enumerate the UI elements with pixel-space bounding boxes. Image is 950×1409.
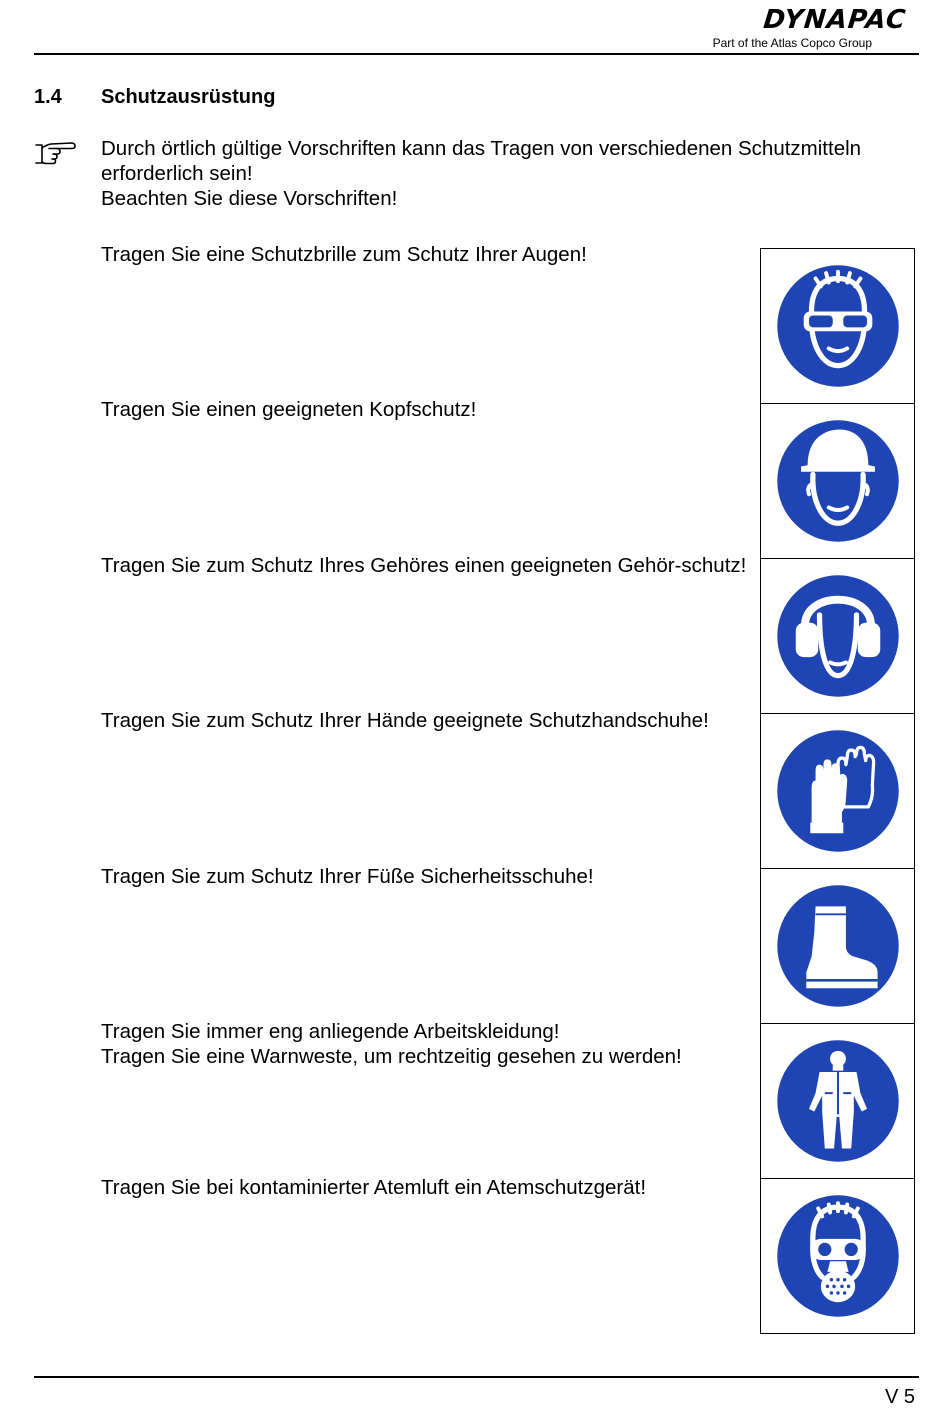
safety-boots-icon bbox=[772, 880, 904, 1012]
ear-protection-icon bbox=[772, 570, 904, 702]
footer-rule bbox=[34, 1376, 919, 1378]
section-title: Schutzausrüstung bbox=[101, 86, 276, 108]
instruction-text: Tragen Sie zum Schutz Ihres Gehöres einen geeigneten Gehör-schutz! bbox=[101, 554, 747, 577]
sign-cell-goggles bbox=[760, 248, 915, 404]
instruction-text: Tragen Sie einen geeigneten Kopfschutz! bbox=[101, 398, 477, 421]
logo-wordmark: DYNAPAC bbox=[762, 5, 908, 35]
instruction-text: Tragen Sie zum Schutz Ihrer Hände geeignete Schutzhandschuhe! bbox=[101, 709, 709, 732]
note-line-1: Durch örtlich gültige Vorschriften kann das Tragen von verschiedenen Schutzmitteln erforderlich sein! bbox=[101, 137, 862, 185]
safety-sign-column bbox=[760, 248, 915, 1334]
sign-cell-ear-protection bbox=[760, 558, 915, 714]
pointing-hand-icon bbox=[34, 140, 76, 166]
sign-cell-head-protection bbox=[760, 403, 915, 559]
respirator-icon bbox=[772, 1190, 904, 1322]
protective-clothing-icon bbox=[772, 1035, 904, 1167]
note-text bbox=[101, 136, 921, 211]
instruction-text: Tragen Sie zum Schutz Ihrer Füße Sicherheitsschuhe! bbox=[101, 865, 594, 888]
instruction-safety-boots bbox=[101, 864, 751, 889]
instruction-respirator bbox=[101, 1175, 751, 1200]
instruction-head-protection bbox=[101, 397, 751, 422]
sign-cell-protective-clothing bbox=[760, 1023, 915, 1179]
sign-cell-safety-boots bbox=[760, 868, 915, 1024]
instruction-gloves bbox=[101, 708, 761, 733]
page-number: V 5 bbox=[884, 1386, 915, 1408]
instruction-goggles bbox=[101, 242, 751, 267]
instruction-text: Tragen Sie eine Warnweste, um rechtzeitig gesehen zu werden! bbox=[101, 1045, 682, 1068]
header-rule bbox=[34, 53, 919, 55]
instruction-text: Tragen Sie immer eng anliegende Arbeitskleidung! bbox=[101, 1020, 560, 1043]
sign-cell-gloves bbox=[760, 713, 915, 869]
protective-gloves-icon bbox=[772, 725, 904, 857]
note-line-2: Beachten Sie diese Vorschriften! bbox=[101, 187, 398, 210]
dynapac-logo bbox=[684, 6, 906, 50]
instruction-text: Tragen Sie eine Schutzbrille zum Schutz Ihrer Augen! bbox=[101, 243, 587, 266]
head-protection-icon bbox=[772, 415, 904, 547]
safety-goggles-icon bbox=[772, 260, 904, 392]
instruction-work-clothing bbox=[101, 1019, 751, 1069]
instruction-text: Tragen Sie bei kontaminierter Atemluft ein Atemschutzgerät! bbox=[101, 1176, 647, 1199]
logo-subtitle: Part of the Atlas Copco Group bbox=[712, 36, 872, 50]
sign-cell-respirator bbox=[760, 1178, 915, 1334]
instruction-ear-protection bbox=[101, 553, 751, 578]
section-number: 1.4 bbox=[34, 86, 62, 108]
